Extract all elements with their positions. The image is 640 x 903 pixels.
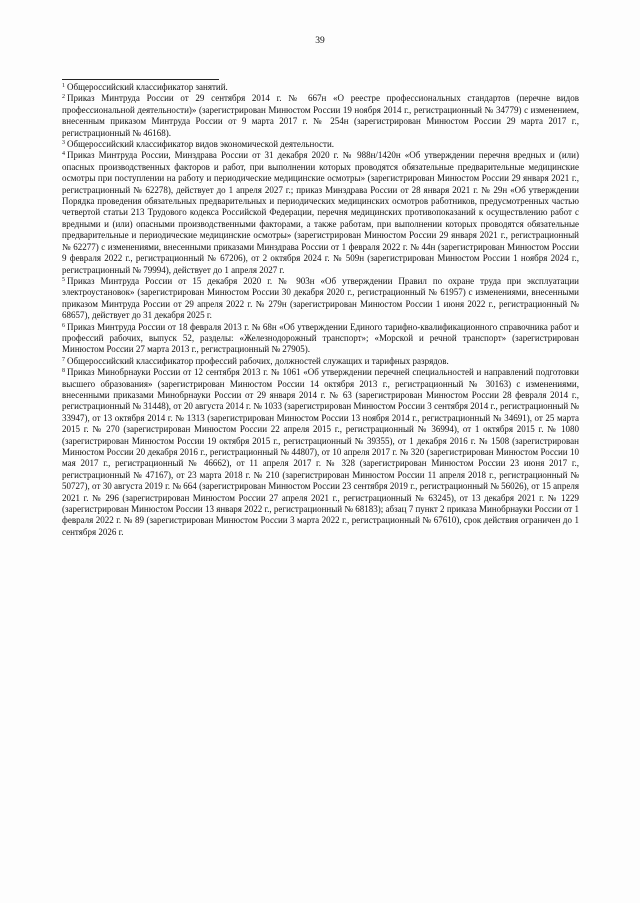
footnote-separator (62, 79, 219, 80)
footnote-7 (62, 356, 579, 367)
footnote-1 (62, 82, 579, 93)
footnote-text: Общероссийский классификатор профессий рабочих, должностей служащих и тарифных разрядов. (67, 355, 449, 366)
footnote-marker: 1 (62, 83, 65, 89)
footnote-5 (62, 276, 579, 322)
footnote-marker: 4 (62, 151, 65, 158)
footnote-3 (62, 139, 579, 150)
footnote-marker: 3 (62, 140, 65, 147)
footnote-text: Общероссийский классификатор занятий. (67, 82, 228, 92)
footnote-text: Приказ Минобрнауки России от 12 сентября 2013 г. № 1061 «Об утверждении перечней специальностей и направлений подготовки высшего образования» (зарегистрирован Минюстом России 14 октября 2013 г., регистрационный № 30163) с изменениями, внесенными приказами Минобрнауки России от 29 января 2014 г. № 63 (зарегистрирован Минюстом России 28 февраля 2014 г., регистрационный № 31448), от 20 августа 2014 г. № 1033 (зарегистрирован Минюстом России 3 сентября 2014 г., регистрационный № 33947), от 13 октября 2014 г. № 1313 (зарегистрирован Минюстом России 13 ноября 2014 г., регистрационный № 34691), от 25 марта 2015 г. № 270 (зарегистрирован Минюстом России 22 апреля 2015 г., регистрационный № 36994), от 1 октября 2015 г. № 1080 (зарегистрирован Минюстом России 19 октября 2015 г., регистрационный № 39355), от 1 декабря 2016 г. № 1508 (зарегистрирован Минюстом России 20 декабря 2016 г., регистрационный № 44807), от 10 апреля 2017 г. № 320 (зарегистрирован Минюстом России 10 мая 2017 г., регистрационный № 46662), от 11 апреля 2017 г. № 328 (зарегистрирован Минюстом России 23 июня 2017 г., регистрационный № 47167), от 23 марта 2018 г. № 210 (зарегистрирован Минюстом России 11 апреля 2018 г., регистрационный № 50727), от 30 августа 2019 г. № 664 (зарегистрирован Минюстом России 23 сентября 2019 г., регистрационный № 56026), от 15 апреля 2021 г. № 296 (зарегистрирован Минюстом России 27 апреля 2021 г., регистрационный № 63245), от 13 декабря 2021 г. № 1229 (зарегистрирован Минюстом России 13 января 2022 г., регистрационный № 68183); абзац 7 пункт 2 приказа Минобрнауки России от 1 февраля 2022 г. № 89 (зарегистрирован Минюстом России 3 марта 2022 г., регистрационный № 67610), срок действия ограничен до 1 сентября 2026 г. (62, 367, 579, 537)
footnote-text: Приказ Минтруда России от 29 сентября 2014 г. № 667н «О реестре профессиональных стандартов (перечне видов профессиональной деятельности)» (зарегистрирован Минюстом России 19 ноября 2014 г., регистрационный № 34779) с изменением, внесенным приказом Минтруда России от 9 марта 2017 г. № 254н (зарегистрирован Минюстом России 29 марта 2017 г., регистрационный № 46168). (62, 93, 579, 138)
footnote-text: Общероссийский классификатор видов экономической деятельности. (67, 139, 335, 150)
footnote-2 (62, 93, 579, 139)
page-number: 39 (315, 36, 325, 46)
footnote-text: Приказ Минтруда России, Минздрава России от 31 декабря 2020 г. № 988н/1420н «Об утверждении перечня вредных и (или) опасных производственных факторов и работ, при выполнении которых проводятся обязательные предварительные медицинские осмотры при поступлении на работу и периодические медицинские осмотры» (зарегистрирован Минюстом России 29 января 2021 г., регистрационный № 62278), действует до 1 апреля 2027 г.; приказ Минздрава России от 28 января 2021 г. № 29н «Об утверждении Порядка проведения обязательных предварительных и периодических медицинских осмотров работников, предусмотренных частью четвертой статьи 213 Трудового кодекса Российской Федерации, перечня медицинских противопоказаний к осуществлению работ с вредными и (или) опасными производственными факторами, а также работам, при выполнении которых проводятся обязательные предварительные и периодические медицинские осмотры» (зарегистрирован Минюстом России 29 января 2021 г., регистрационный № 62277) с изменениями, внесенными приказами Минздрава России от 1 февраля 2022 г. № 44н (зарегистрирован Минюстом России 9 февраля 2022 г., регистрационный № 67206), от 2 октября 2024 г. № 509н (зарегистрирован Минюстом России 1 ноября 2024 г., регистрационный № 79994), действует до 1 апреля 2027 г. (62, 150, 579, 275)
footnote-8 (62, 367, 579, 538)
footnote-marker: 2 (62, 94, 65, 101)
footnote-6 (62, 322, 579, 356)
footnote-marker: 5 (62, 276, 65, 283)
footnote-marker: 7 (62, 356, 65, 363)
footnote-text: Приказ Минтруда России от 18 февраля 2013 г. № 68н «Об утверждении Единого тарифно-квалификационного справочника работ и профессий рабочих, выпуск 52, разделы: «Железнодорожный транспорт»; «Морской и речной транспорт» (зарегистрирован Минюстом России 27 марта 2013 г., регистрационный № 27905). (62, 321, 579, 355)
footnote-4 (62, 150, 579, 275)
footnotes-block (62, 82, 579, 538)
footnote-text: Приказ Минтруда России от 15 декабря 2020 г. № 903н «Об утверждении Правил по охране труда при эксплуатации электроустановок» (зарегистрирован Минюстом России 30 декабря 2020 г., регистрационный № 61957) с изменениями, внесенными приказом Минтруда России от 29 апреля 2022 г. № 279н (зарегистрирован Минюстом России 1 июня 2022 г., регистрационный № 68657), действует до 31 декабря 2025 г. (62, 275, 579, 321)
footnote-marker: 6 (62, 322, 65, 329)
footnote-marker: 8 (62, 368, 65, 375)
